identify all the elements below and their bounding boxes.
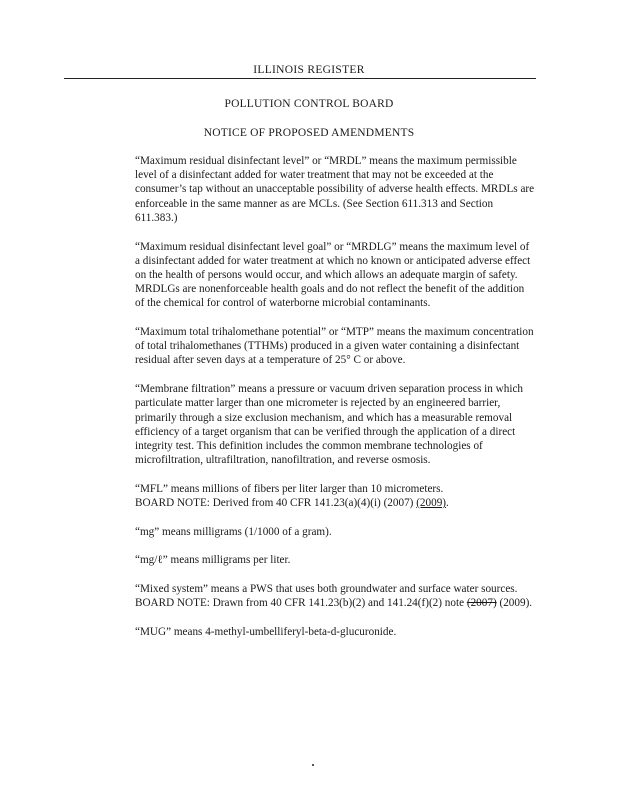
board-note-mfl: [135, 496, 535, 510]
board-note-mixed-prefix: BOARD NOTE: Drawn from 40 CFR 141.23(b)(2) and 141.24(f)(2) note: [135, 597, 467, 610]
register-title-text: ILLINOIS REGISTER: [249, 64, 368, 76]
register-title: [0, 64, 618, 76]
board-note-mfl-prefix: BOARD NOTE: Derived from 40 CFR 141.23(a)(4)(i) (2007): [135, 497, 417, 510]
definition-mtp: “Maximum total trihalomethane potential” or “MTP” means the maximum concentration of total trihalomethanes (TTHMs) produced in a given water containing a disinfectant residual after seven days at a temperature of 25° C or above.: [135, 326, 534, 367]
definition-mg-per-liter: “mg/ℓ” means milligrams per liter.: [135, 554, 291, 567]
board-note-mfl-suffix: .: [446, 497, 449, 510]
definition-mrdlg: “Maximum residual disinfectant level goal” or “MRDLG” means the maximum level of a disinfectant added for water treatment at which no known or anticipated adverse effect on the health of persons would occur, and which allows an adequate margin of safety. MRDLGs are nonenforceable health goals and do not reflect the benefit of the addition of the chemical for control of waterborne microbial contaminants.: [135, 240, 531, 310]
notice-title: NOTICE OF PROPOSED AMENDMENTS: [203, 127, 415, 139]
definition-membrane-filtration: “Membrane filtration” means a pressure or vacuum driven separation process in which particulate matter larger than one micrometer is rejected by an engineered barrier, primarily through a size exclusion mechanism, and which has a measurable removal efficiency of a target organism that can be verified through the application of a direct integrity test. This definition includes the common membrane technologies of microfiltration, ultrafiltration, nanofiltration, and reverse osmosis.: [135, 383, 524, 467]
board-note-mfl-underlined: (2009): [416, 497, 447, 510]
definition-mg: “mg” means milligrams (1/1000 of a gram).: [135, 525, 332, 538]
definition-mixed-system: “Mixed system” means a PWS that uses both groundwater and surface water sources.: [135, 583, 518, 596]
board-note-mixed-suffix: (2009).: [496, 597, 533, 610]
definition-mfl: “MFL” means millions of fibers per liter larger than 10 micrometers.: [135, 482, 444, 495]
footer-mark: [312, 764, 314, 766]
board-note-mixed-system: [135, 596, 535, 610]
definition-mrdl: “Maximum residual disinfectant level” or “MRDL” means the maximum permissible level of a disinfectant added for water treatment that may not be exceeded at the consumer’s tap without an unacceptable possibility of adverse health effects. MRDLs are enforceable in the same manner as are MCLs. (See Section 611.313 and Section 611.383.): [135, 155, 535, 224]
board-note-mixed-struck: (2007): [466, 597, 497, 610]
definition-mug: “MUG” means 4-methyl-umbelliferyl-beta-d-glucuronide.: [135, 626, 397, 639]
header-rule: [64, 78, 536, 79]
definitions-body: [135, 154, 535, 654]
board-title: POLLUTION CONTROL BOARD: [224, 98, 394, 110]
